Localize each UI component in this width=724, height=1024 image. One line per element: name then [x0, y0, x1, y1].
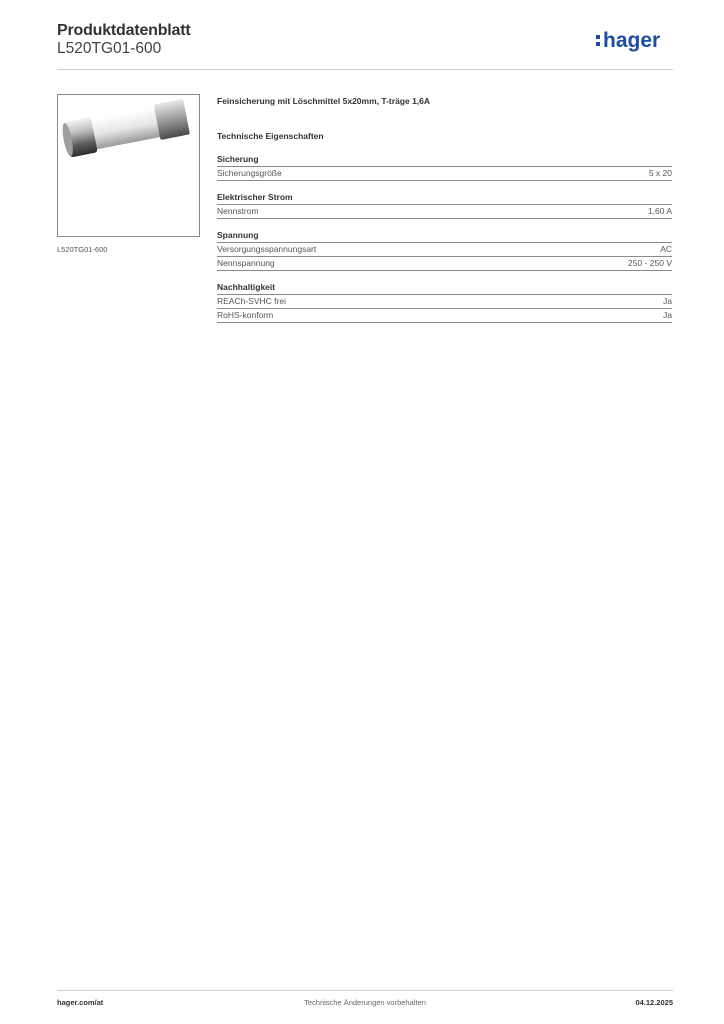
page-title: Produktdatenblatt — [57, 22, 191, 39]
spec-group-title: Elektrischer Strom — [217, 192, 672, 205]
product-image — [57, 94, 200, 237]
spec-row — [217, 167, 672, 181]
product-description: Feinsicherung mit Löschmittel 5x20mm, T-träge 1,6A — [217, 96, 431, 106]
footer-divider — [57, 990, 673, 991]
footer-date: 04.12.2025 — [635, 998, 673, 1007]
footer-disclaimer: Technische Änderungen vorbehalten — [304, 998, 426, 1007]
spec-label: Nennstrom — [217, 206, 259, 216]
spec-group-title: Sicherung — [217, 154, 672, 167]
spec-group-spannung — [217, 230, 672, 271]
spec-value: 5 x 20 — [648, 168, 672, 178]
fuse-photo-icon — [58, 95, 199, 236]
spec-row — [217, 295, 672, 309]
spec-group-nachhaltigkeit — [217, 282, 672, 323]
spec-row — [217, 205, 672, 219]
spec-group-title: Nachhaltigkeit — [217, 282, 672, 295]
spec-row — [217, 243, 672, 257]
spec-label: RoHS-konform — [217, 310, 274, 320]
spec-content — [217, 96, 672, 323]
spec-value: Ja — [663, 310, 672, 320]
image-caption: L520TG01-600 — [57, 245, 108, 254]
product-code: L520TG01-600 — [57, 40, 162, 57]
spec-group-elektrischer-strom — [217, 192, 672, 219]
spec-label: Versorgungsspannungsart — [217, 244, 317, 254]
spec-value: Ja — [663, 296, 672, 306]
spec-label: Sicherungsgröße — [217, 168, 282, 178]
logo-text: hager — [603, 29, 661, 52]
spec-value: AC — [660, 244, 672, 254]
footer-website-link[interactable]: hager.com/at — [57, 998, 104, 1007]
header-divider — [57, 69, 673, 70]
spec-label: REACh-SVHC frei — [217, 296, 286, 306]
hager-logo — [595, 28, 675, 56]
spec-group-title: Spannung — [217, 230, 672, 243]
section-heading: Technische Eigenschaften — [217, 131, 324, 141]
spec-group-sicherung — [217, 154, 672, 181]
spec-value: 250 - 250 V — [628, 258, 672, 268]
spec-row — [217, 257, 672, 271]
spec-label: Nennspannung — [217, 258, 275, 268]
spec-row — [217, 309, 672, 323]
spec-value: 1,60 A — [647, 206, 672, 216]
